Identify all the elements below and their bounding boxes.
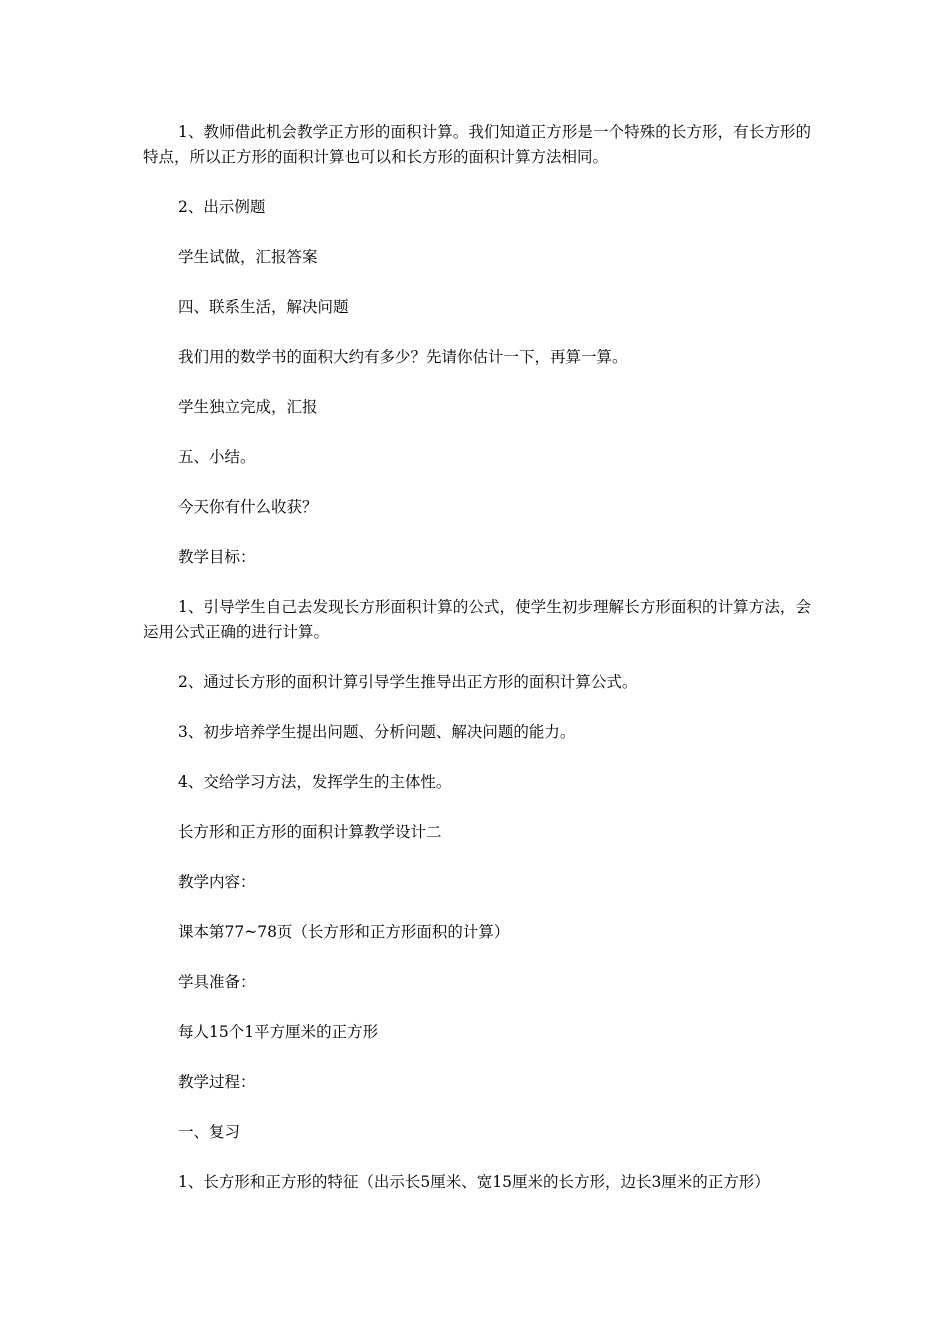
paragraph: 学生试做，汇报答案 xyxy=(178,248,318,266)
section-heading: 五、小结。 xyxy=(178,448,256,466)
section-heading: 教学目标： xyxy=(178,548,256,566)
paragraph: 2、通过长方形的面积计算引导学生推导出正方形的面积计算公式。 xyxy=(178,673,638,691)
section-heading: 一、复习 xyxy=(178,1123,241,1141)
paragraph: 今天你有什么收获？ xyxy=(178,498,318,516)
section-heading: 教学过程： xyxy=(178,1073,256,1091)
paragraph: 1、长方形和正方形的特征（出示长5厘米、宽15厘米的长方形，边长3厘米的正方形） xyxy=(178,1173,770,1191)
paragraph: 3、初步培养学生提出问题、分析问题、解决问题的能力。 xyxy=(178,723,576,741)
paragraph: 每人15个1平方厘米的正方形 xyxy=(178,1023,379,1041)
section-heading: 四、联系生活，解决问题 xyxy=(178,298,349,316)
section-heading: 教学内容： xyxy=(178,873,256,891)
section-heading: 学具准备： xyxy=(178,973,256,991)
paragraph: 2、出示例题 xyxy=(178,198,266,216)
paragraph: 1、教师借此机会教学正方形的面积计算。我们知道正方形是一个特殊的长方形，有长方形的特点，所以正方形的面积计算也可以和长方形的面积计算方法相同。 xyxy=(143,123,811,166)
paragraph: 4、交给学习方法，发挥学生的主体性。 xyxy=(178,773,452,791)
paragraph: 1、引导学生自己去发现长方形面积计算的公式，使学生初步理解长方形面积的计算方法，会运用公式正确的进行计算。 xyxy=(143,598,811,641)
paragraph: 学生独立完成，汇报 xyxy=(178,398,318,416)
paragraph: 课本第77~78页（长方形和正方形面积的计算） xyxy=(178,923,510,941)
document-body xyxy=(143,120,811,1220)
document-title: 长方形和正方形的面积计算教学设计二 xyxy=(178,823,442,841)
paragraph: 我们用的数学书的面积大约有多少？先请你估计一下，再算一算。 xyxy=(178,348,628,366)
